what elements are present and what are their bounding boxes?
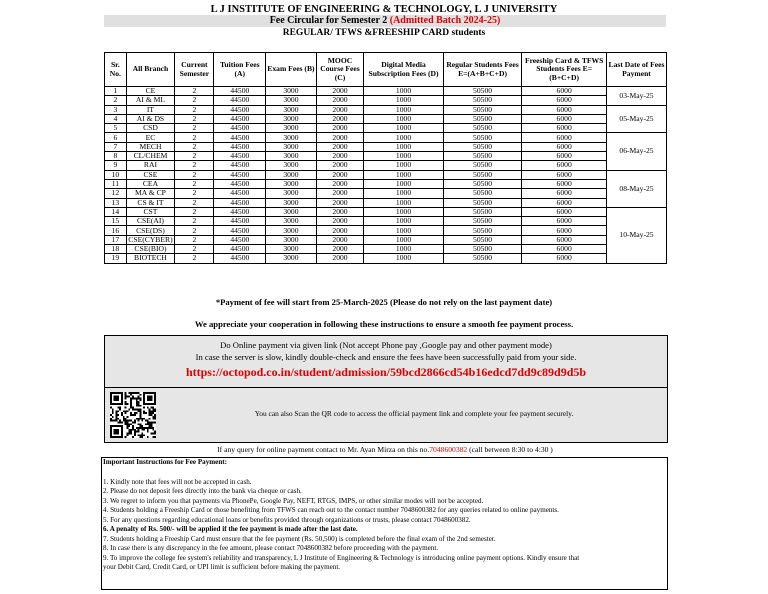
table-cell: 2000 xyxy=(316,161,364,170)
table-cell: 1000 xyxy=(364,207,444,216)
table-cell: 1000 xyxy=(364,217,444,226)
table-cell: 2000 xyxy=(316,189,364,198)
server-slow-note: In case the server is slow, kindly double-check and ensure the fees have been successfully paid from your side. xyxy=(195,352,577,362)
table-cell: IT xyxy=(126,105,175,114)
instructions-heading: Important Instructions for Fee Payment: xyxy=(103,458,227,466)
table-row xyxy=(105,170,667,179)
table-cell: 50500 xyxy=(443,235,522,244)
table-cell: 2000 xyxy=(316,142,364,151)
table-cell: 11 xyxy=(105,179,127,188)
table-cell: 2 xyxy=(175,152,214,161)
table-cell: 2 xyxy=(175,207,214,216)
cooperation-note: We appreciate your cooperation in following these instructions to ensure a smooth fee payment process. xyxy=(194,319,574,329)
table-cell: 50500 xyxy=(443,207,522,216)
column-header: Last Date of Fees Payment xyxy=(607,53,667,87)
table-cell: 2000 xyxy=(316,152,364,161)
table-cell: 3000 xyxy=(266,170,317,179)
table-row xyxy=(105,96,667,105)
table-cell: 2 xyxy=(175,96,214,105)
table-cell: 6000 xyxy=(522,179,607,188)
table-cell: 44500 xyxy=(214,133,266,142)
instruction-item: 6. A penalty of Rs. 500/- will be applied if the fee payment is made after the last date. xyxy=(103,525,358,533)
circular-text: Fee Circular for Semester 2 xyxy=(269,15,390,26)
instruction-item: 7. Students holding a Freeship Card must ensure that the fee payment (Rs. 50,500) is completed before the final exam of the 2nd semester. xyxy=(103,534,496,543)
table-cell: 6000 xyxy=(522,161,607,170)
table-cell: 6000 xyxy=(522,189,607,198)
table-cell: 44500 xyxy=(214,198,266,207)
table-cell: 3000 xyxy=(266,198,317,207)
instruction-item: 4. Students holding a Freeship Card or those benefiting from TFWS can reach out to the contact number 7048600382 for any queries related to online payments. xyxy=(103,506,559,514)
column-header: All Branch xyxy=(126,53,175,87)
table-cell: CST xyxy=(126,207,175,216)
table-row xyxy=(105,217,667,226)
table-cell: 44500 xyxy=(214,161,266,170)
table-cell: 2 xyxy=(175,124,214,133)
table-cell: 44500 xyxy=(214,226,266,235)
table-cell: 44500 xyxy=(214,207,266,216)
table-cell: 50500 xyxy=(443,189,522,198)
column-header: Current Semester xyxy=(175,53,214,87)
table-cell: 1000 xyxy=(364,235,444,244)
table-cell: 44500 xyxy=(214,87,266,96)
table-cell: 2000 xyxy=(316,226,364,235)
table-cell: 2000 xyxy=(316,87,364,96)
table-cell: CL/CHEM xyxy=(126,152,175,161)
table-cell: 1000 xyxy=(364,254,444,263)
table-cell: 44500 xyxy=(214,235,266,244)
table-cell: 18 xyxy=(105,245,127,254)
table-cell: 44500 xyxy=(214,105,266,114)
table-cell: 2 xyxy=(175,114,214,123)
table-cell: 2000 xyxy=(316,235,364,244)
table-cell: 44500 xyxy=(214,254,266,263)
table-cell: 3000 xyxy=(266,161,317,170)
table-row xyxy=(105,226,667,235)
table-cell: 3000 xyxy=(266,87,317,96)
table-cell: 6000 xyxy=(522,133,607,142)
students-subtitle: REGULAR/ TFWS &FREESHIP CARD students xyxy=(282,28,486,38)
query-contact xyxy=(104,445,666,454)
table-cell: 4 xyxy=(105,114,127,123)
table-cell: 44500 xyxy=(214,189,266,198)
table-cell: 3000 xyxy=(266,189,317,198)
table-cell: 2 xyxy=(175,87,214,96)
table-cell: 50500 xyxy=(443,152,522,161)
table-row xyxy=(105,133,667,142)
table-cell: CS & IT xyxy=(126,198,175,207)
table-cell: 3000 xyxy=(266,207,317,216)
table-cell: 3 xyxy=(105,105,127,114)
query-phone[interactable]: 7048600382 xyxy=(429,445,468,454)
table-cell: 2000 xyxy=(316,114,364,123)
table-cell: 50500 xyxy=(443,124,522,133)
table-cell: AI & ML xyxy=(126,96,175,105)
table-cell: 6000 xyxy=(522,170,607,179)
table-cell: 1000 xyxy=(364,124,444,133)
table-cell: 6000 xyxy=(522,152,607,161)
table-cell: 1000 xyxy=(364,179,444,188)
table-cell: 13 xyxy=(105,198,127,207)
table-cell: 2000 xyxy=(316,105,364,114)
table-cell: 50500 xyxy=(443,142,522,151)
table-cell: 2 xyxy=(175,235,214,244)
institute-title: L J INSTITUTE OF ENGINEERING & TECHNOLOGY, L J UNIVERSITY xyxy=(210,4,558,15)
qr-instruction: You can also Scan the QR code to access the official payment link and complete your fee payment securely. xyxy=(254,409,574,418)
instruction-item: 3. We regret to inform you that payments via PhonePe, Google Pay, NEFT, RTGS, IMPS, or other similar modes will not be accepted. xyxy=(103,496,484,505)
table-cell: 1000 xyxy=(364,142,444,151)
table-cell: 3000 xyxy=(266,217,317,226)
table-cell: 2000 xyxy=(316,245,364,254)
table-row xyxy=(105,105,667,114)
instruction-item: 5. For any questions regarding educational loans or benefits provided through organizations or trusts, please contact 7048600382. xyxy=(103,515,471,524)
table-cell: CSE(BIO) xyxy=(126,245,175,254)
table-cell: 10 xyxy=(105,170,127,179)
query-hours: (call between 8:30 to 4:30 ) xyxy=(467,445,553,454)
table-cell: 3000 xyxy=(266,226,317,235)
table-row xyxy=(105,161,667,170)
table-row xyxy=(105,114,667,123)
table-cell: 3000 xyxy=(266,235,317,244)
table-cell: 2 xyxy=(105,96,127,105)
table-cell: BIOTECH xyxy=(126,254,175,263)
table-row xyxy=(105,87,667,96)
qr-code-icon[interactable] xyxy=(110,392,156,438)
table-cell: 1000 xyxy=(364,114,444,123)
qr-box xyxy=(104,387,668,443)
table-cell: 50500 xyxy=(443,96,522,105)
table-cell: 6000 xyxy=(522,96,607,105)
table-cell: 2000 xyxy=(316,179,364,188)
table-cell: 6000 xyxy=(522,217,607,226)
table-cell: 44500 xyxy=(214,152,266,161)
fee-table xyxy=(104,52,667,264)
table-row xyxy=(105,152,667,161)
table-cell: 50500 xyxy=(443,133,522,142)
table-row xyxy=(105,124,667,133)
table-cell: 2 xyxy=(175,170,214,179)
table-cell: 19 xyxy=(105,254,127,263)
table-cell: AI & DS xyxy=(126,114,175,123)
table-cell: 14 xyxy=(105,207,127,216)
table-cell: 2 xyxy=(175,198,214,207)
table-cell: 6000 xyxy=(522,235,607,244)
table-cell: 50500 xyxy=(443,198,522,207)
table-cell: 1000 xyxy=(364,226,444,235)
table-cell: 2000 xyxy=(316,170,364,179)
column-header: Tuition Fees (A) xyxy=(214,53,266,87)
column-header: Sr. No. xyxy=(105,53,127,87)
table-cell: 6000 xyxy=(522,87,607,96)
fee-circular-heading xyxy=(104,15,666,27)
table-cell: CSE(DS) xyxy=(126,226,175,235)
table-cell: 3000 xyxy=(266,179,317,188)
table-cell: 50500 xyxy=(443,179,522,188)
column-header: Exam Fees (B) xyxy=(266,53,317,87)
table-cell: 1000 xyxy=(364,170,444,179)
table-cell: 44500 xyxy=(214,124,266,133)
table-cell: 50500 xyxy=(443,114,522,123)
table-cell: 6000 xyxy=(522,226,607,235)
table-cell: 6000 xyxy=(522,198,607,207)
table-cell: 3000 xyxy=(266,245,317,254)
table-cell: 2 xyxy=(175,133,214,142)
table-cell: 50500 xyxy=(443,254,522,263)
table-cell: 44500 xyxy=(214,179,266,188)
table-cell: RAI xyxy=(126,161,175,170)
table-cell: 50500 xyxy=(443,105,522,114)
table-cell: 2 xyxy=(175,254,214,263)
table-row xyxy=(105,142,667,151)
table-cell: 2 xyxy=(175,161,214,170)
table-cell: 3000 xyxy=(266,114,317,123)
instruction-item: 1. Kindly note that fees will not be accepted in cash. xyxy=(103,477,252,486)
column-header: MOOC Course Fees (C) xyxy=(316,53,364,87)
instruction-item: your Debit Card, Credit Card, or UPI limit is sufficient before making the payment. xyxy=(103,563,341,571)
column-header: Digital Media Subscription Fees (D) xyxy=(364,53,444,87)
table-cell: 12 xyxy=(105,189,127,198)
instruction-item: 2. Please do not deposit fees directly into the bank via cheque or cash. xyxy=(103,487,302,495)
table-cell: 1000 xyxy=(364,87,444,96)
table-cell: 3000 xyxy=(266,142,317,151)
last-date-cell: 03-May-25 xyxy=(607,87,667,106)
table-cell: 2000 xyxy=(316,254,364,263)
table-cell: 1000 xyxy=(364,245,444,254)
table-cell: CSE xyxy=(126,170,175,179)
table-cell: 6000 xyxy=(522,245,607,254)
table-cell: 1000 xyxy=(364,161,444,170)
table-cell: 2 xyxy=(175,179,214,188)
column-header: Freeship Card & TFWS Students Fees E=(B+C+D) xyxy=(522,53,607,87)
table-row xyxy=(105,235,667,244)
table-cell: 50500 xyxy=(443,217,522,226)
table-cell: 44500 xyxy=(214,142,266,151)
table-cell: 6000 xyxy=(522,114,607,123)
payment-start-note: *Payment of fee will start from 25-March-2025 (Please do not rely on the last payment date) xyxy=(215,297,553,307)
admitted-batch: (Admitted Batch 2024-25) xyxy=(389,15,501,26)
table-cell: 3000 xyxy=(266,105,317,114)
table-cell: MECH xyxy=(126,142,175,151)
table-row xyxy=(105,245,667,254)
table-cell: 9 xyxy=(105,161,127,170)
table-cell: 5 xyxy=(105,124,127,133)
payment-mode-note: Do Online payment via given link (Not accept Phone pay ,Google pay and other payment mode) xyxy=(220,340,552,350)
table-cell: 6000 xyxy=(522,254,607,263)
table-cell: 2000 xyxy=(316,198,364,207)
table-cell: 1000 xyxy=(364,96,444,105)
table-cell: 8 xyxy=(105,152,127,161)
table-cell: 6000 xyxy=(522,124,607,133)
table-cell: 3000 xyxy=(266,96,317,105)
table-cell: 6000 xyxy=(522,142,607,151)
table-cell: 1000 xyxy=(364,133,444,142)
table-cell: 6000 xyxy=(522,105,607,114)
table-cell: 3000 xyxy=(266,254,317,263)
table-cell: 44500 xyxy=(214,114,266,123)
table-cell: 50500 xyxy=(443,87,522,96)
table-cell: 2 xyxy=(175,226,214,235)
table-cell: 1000 xyxy=(364,198,444,207)
table-cell: 44500 xyxy=(214,96,266,105)
table-cell: 2000 xyxy=(316,96,364,105)
table-cell: CSE(CYBER) xyxy=(126,235,175,244)
table-cell: 50500 xyxy=(443,226,522,235)
table-cell: MA & CP xyxy=(126,189,175,198)
table-cell: 2000 xyxy=(316,124,364,133)
last-date-cell: 10-May-25 xyxy=(607,207,667,263)
table-cell: CE xyxy=(126,87,175,96)
table-cell: CEA xyxy=(126,179,175,188)
table-cell: 50500 xyxy=(443,161,522,170)
instruction-item: 9. To improve the college fee system's reliability and transparency, L J Institute of Engineering & Technology is introducing online payment options. Kindly ensure that xyxy=(103,553,580,562)
table-cell: CSD xyxy=(126,124,175,133)
table-cell: 2 xyxy=(175,245,214,254)
table-cell: 44500 xyxy=(214,170,266,179)
table-cell: 2000 xyxy=(316,207,364,216)
table-cell: 3000 xyxy=(266,133,317,142)
table-row xyxy=(105,198,667,207)
table-cell: 1000 xyxy=(364,105,444,114)
table-cell: EC xyxy=(126,133,175,142)
table-cell: 3000 xyxy=(266,152,317,161)
table-cell: 1000 xyxy=(364,152,444,161)
table-cell: 2 xyxy=(175,105,214,114)
table-cell: 15 xyxy=(105,217,127,226)
table-row xyxy=(105,189,667,198)
table-cell: 1 xyxy=(105,87,127,96)
table-cell: 2 xyxy=(175,189,214,198)
table-cell: 2000 xyxy=(316,133,364,142)
table-cell: CSE(AI) xyxy=(126,217,175,226)
table-cell: 16 xyxy=(105,226,127,235)
instruction-item: 8. In case there is any discrepancy in the fee amount, please contact 7048600382 before proceeding with the payment. xyxy=(103,544,439,552)
table-cell: 2000 xyxy=(316,217,364,226)
table-cell: 2 xyxy=(175,142,214,151)
table-cell: 2 xyxy=(175,217,214,226)
table-header-row xyxy=(105,53,667,87)
last-date-cell: 06-May-25 xyxy=(607,133,667,170)
table-cell: 7 xyxy=(105,142,127,151)
table-cell: 3000 xyxy=(266,124,317,133)
payment-link[interactable]: https://octopod.co.in/student/admission/59bcd2866cd54b16edcd7dd9c89d9d5b xyxy=(185,365,587,379)
table-cell: 44500 xyxy=(214,245,266,254)
table-row xyxy=(105,179,667,188)
table-row xyxy=(105,207,667,216)
table-cell: 1000 xyxy=(364,189,444,198)
table-cell: 6 xyxy=(105,133,127,142)
table-cell: 50500 xyxy=(443,245,522,254)
last-date-cell: 08-May-25 xyxy=(607,170,667,207)
column-header: Regular Students Fees E=(A+B+C+D) xyxy=(443,53,522,87)
query-text: If any query for online payment contact to Mr. Ayan Mirza on this no. xyxy=(217,445,430,454)
last-date-cell: 05-May-25 xyxy=(607,105,667,133)
table-cell: 17 xyxy=(105,235,127,244)
table-row xyxy=(105,254,667,263)
online-payment-box xyxy=(104,335,668,388)
table-cell: 50500 xyxy=(443,170,522,179)
table-cell: 6000 xyxy=(522,207,607,216)
table-cell: 44500 xyxy=(214,217,266,226)
instructions-box xyxy=(101,457,668,590)
